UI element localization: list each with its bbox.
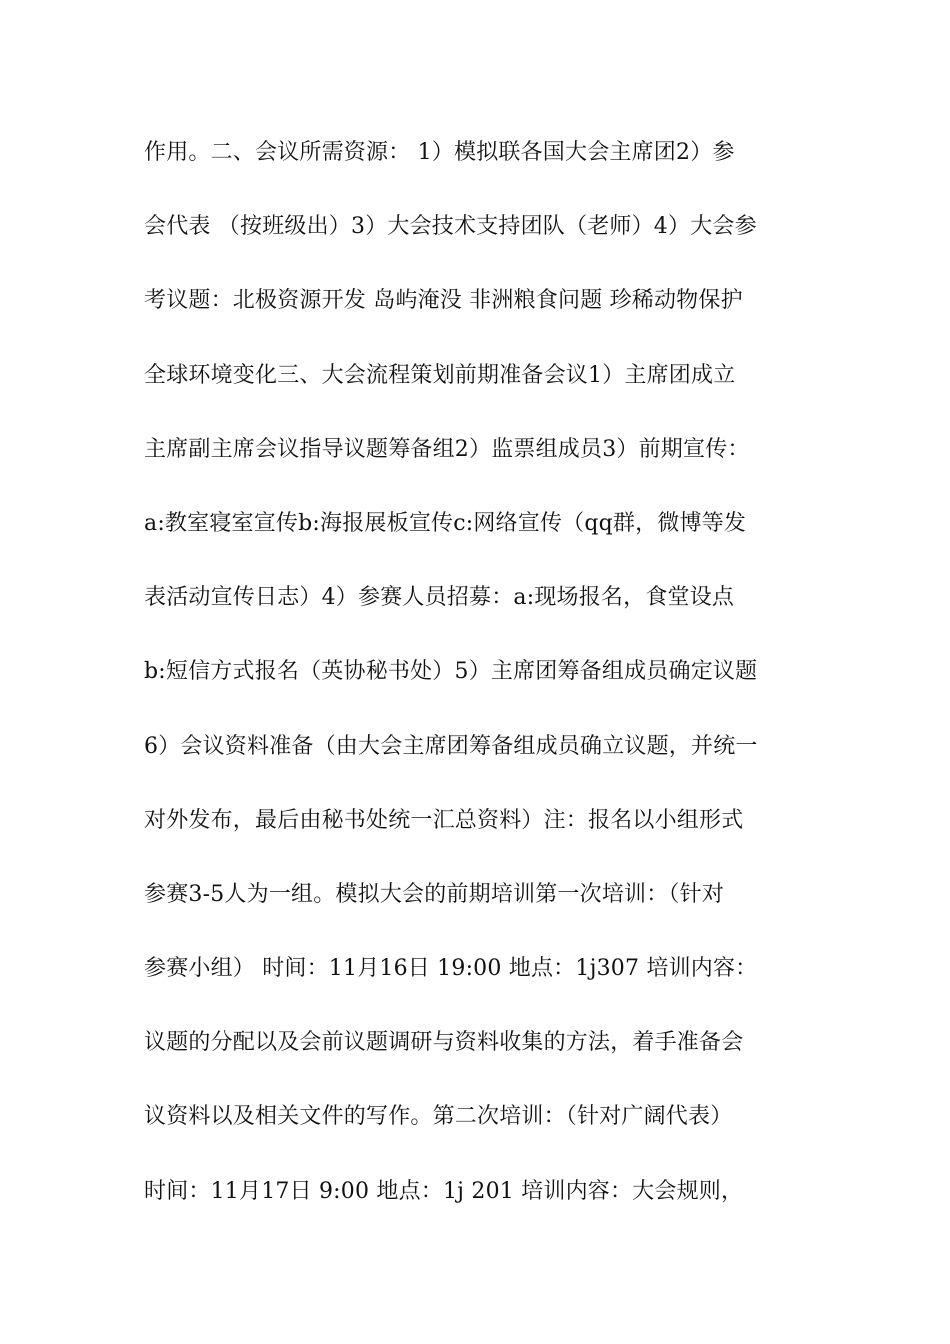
text-line: 主席副主席会议指导议题筹备组2）监票组成员3）前期宣传： bbox=[144, 436, 750, 462]
text-line: 考议题：北极资源开发 岛屿淹没 非洲粮食问题 珍稀动物保护 bbox=[144, 288, 743, 314]
text-line: 对外发布，最后由秘书处统一汇总资料）注：报名以小组形式 bbox=[144, 807, 744, 833]
text-line: 作用。二、会议所需资源： 1）模拟联各国大会主席团2）参 bbox=[144, 140, 735, 165]
text-line: 时间：11月17日 9:00 地点：1j 201 培训内容：大会规则， bbox=[144, 1178, 744, 1204]
text-line: 全球环境变化三、大会流程策划前期准备会议1）主席团成立 bbox=[144, 362, 736, 388]
text-line: 表活动宣传日志）4）参赛人员招募：a:现场报名，食堂设点 bbox=[144, 585, 735, 611]
text-line: 参赛小组） 时间：11月16日 19:00 地点：1j307 培训内容： bbox=[144, 956, 758, 982]
text-line: b:短信方式报名（英协秘书处）5）主席团筹备组成员确定议题 bbox=[144, 659, 758, 685]
text-line: 会代表 （按班级出）3）大会技术支持团队（老师）4）大会参 bbox=[144, 214, 757, 240]
text-line: 议资料以及相关文件的写作。第二次培训：（针对广阔代表） bbox=[144, 1104, 733, 1130]
text-line: 参赛3-5人为一组。模拟大会的前期培训第一次培训：（针对 bbox=[144, 881, 725, 907]
text-line: a:教室寝室宣传b:海报展板宣传c:网络宣传（qq群，微博等发 bbox=[144, 510, 747, 536]
text-line: 6）会议资料准备（由大会主席团筹备组成员确立议题，并统一 bbox=[144, 733, 758, 759]
body-text bbox=[144, 131, 824, 1244]
text-line: 议题的分配以及会前议题调研与资料收集的方法，着手准备会 bbox=[144, 1030, 744, 1056]
